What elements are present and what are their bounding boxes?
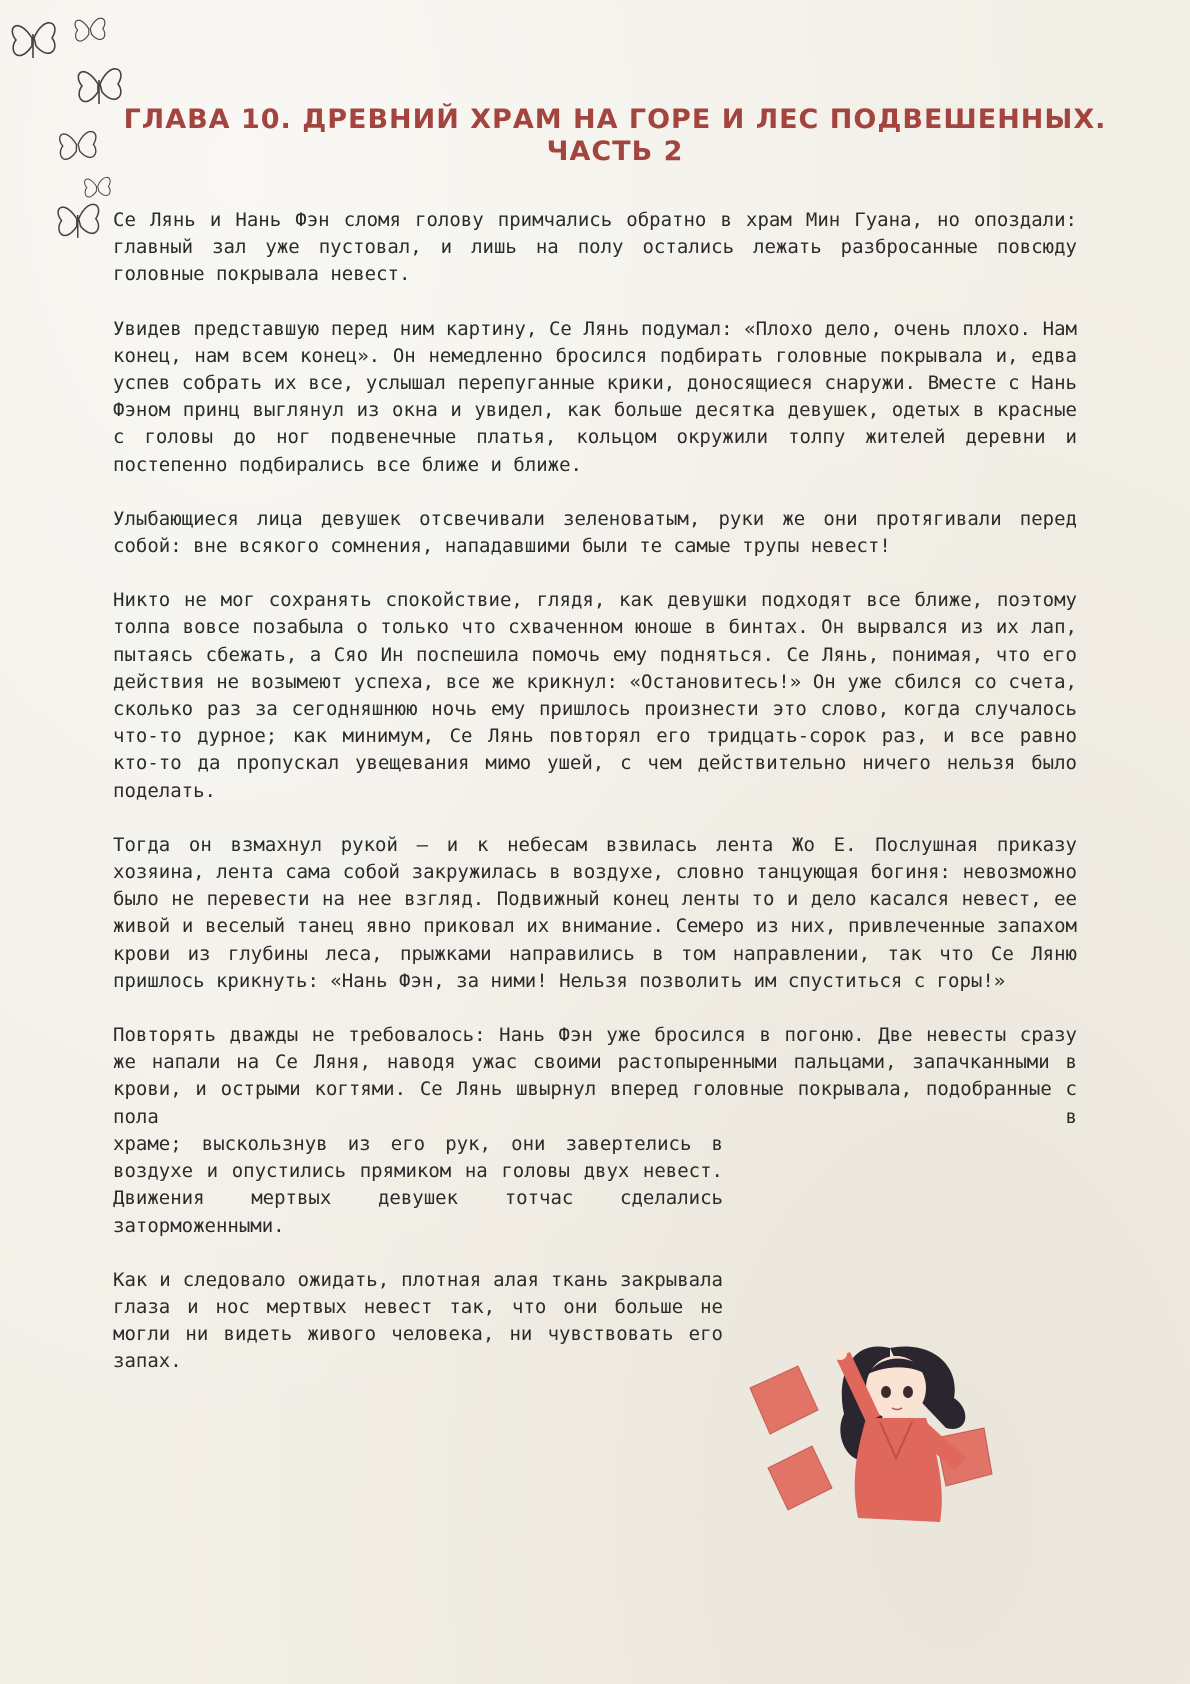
- butterfly-icon: [60, 132, 96, 160]
- paragraph-wrap-block: [113, 1022, 1077, 1240]
- paragraph: Тогда он взмахнул рукой — и к небесам взвилась лента Жо Е. Послушная приказу хозяина, лента сама собой закружилась в воздухе, словно танцующая богиня: невозможно было не перевести на нее взгляд. Подвижный конец ленты то и дело касался невест, ее живой и веселый танец явно приковал их внимание. Семеро из них, привлеченные запахом крови из глубины леса, прыжками направились в том направлении, так что Се Ляню пришлось крикнуть: «Нань Фэн, за ними! Нельзя позволить им спуститься с горы!»: [113, 833, 1077, 992]
- chibi-character-illustration: [740, 1318, 1000, 1538]
- butterfly-icon: [12, 23, 55, 58]
- butterfly-icon: [58, 204, 98, 237]
- paragraph: Увидев представшую перед ним картину, Се Лянь подумал: «Плохо дело, очень плохо. Нам конец, нам всем конец». Он немедленно бросился подбирать головные покрывала и, едва успев собрать их все, услышал перепуганные крики, доносящиеся снаружи. Вместе с Нань Фэном принц выглянул из окна и увидел, как больше десятка девушек, одетых в красные с головы до ног подвенечные платья, кольцом окружили толпу жителей деревни и постепенно подбирались все ближе и ближе.: [113, 317, 1077, 476]
- butterfly-icon: [75, 18, 105, 41]
- paragraph: Никто не мог сохранять спокойствие, глядя, как девушки подходят все ближе, поэтому толпа вовсе позабыла о только что схваченном юноше в бинтах. Он вырвался из их лап, пытаясь сбежать, а Сяо Ин поспешила помочь ему подняться. Се Лянь, понимая, что его действия не возымеют успеха, все же крикнул: «Остановитесь!» Он уже сбился со счета, сколько раз за сегодняшнюю ночь ему пришлось произнести это слово, когда случалось что-то дурное; как минимум, Се Лянь повторял его тридцать-сорок раз, и все равно кто-то да пропускал увещевания мимо ушей, с чем действительно ничего нельзя было поделать.: [113, 589, 1077, 802]
- butterfly-icon: [85, 177, 111, 197]
- chapter-title: [120, 104, 1110, 168]
- chapter-title-line-2: ЧАСТЬ 2: [546, 136, 684, 167]
- butterfly-icon: [78, 69, 121, 104]
- chapter-body: [113, 207, 1077, 1403]
- paragraph: Се Лянь и Нань Фэн сломя голову примчались обратно в храм Мин Гуана, но опоздали: главный зал уже пустовал, и лишь на полу остались лежать разбросанные повсюду головные покрывала невест.: [113, 209, 1077, 286]
- paragraph-narrow: Как и следовало ожидать, плотная алая ткань закрывала глаза и нос мертвых невест так, что они больше не могли ни видеть живого человека, ни чувствовать его запах.: [113, 1268, 723, 1373]
- paragraph-narrow: храме; выскользнув из его рук, они завертелись в воздухе и опустились прямиком на головы двух невест. Движения мертвых девушек тотчас сделались заторможенными.: [113, 1132, 723, 1237]
- paragraph-full-width: Повторять дважды не требовалось: Нань Фэн уже бросился в погоню. Две невесты сразу же напали на Се Ляня, наводя ужас своими растопыренными пальцами, запачканными в крови, и острыми когтями. Се Лянь швырнул вперед головные покрывала, подобранные с пола в: [113, 1024, 1077, 1128]
- paragraph: Улыбающиеся лица девушек отсвечивали зеленоватым, руки же они протягивали перед собой: вне всякого сомнения, нападавшими были те самые трупы невест!: [113, 507, 1077, 558]
- chapter-title-line-1: ГЛАВА 10. ДРЕВНИЙ ХРАМ НА ГОРЕ И ЛЕС ПОДВЕШЕННЫХ.: [123, 104, 1107, 135]
